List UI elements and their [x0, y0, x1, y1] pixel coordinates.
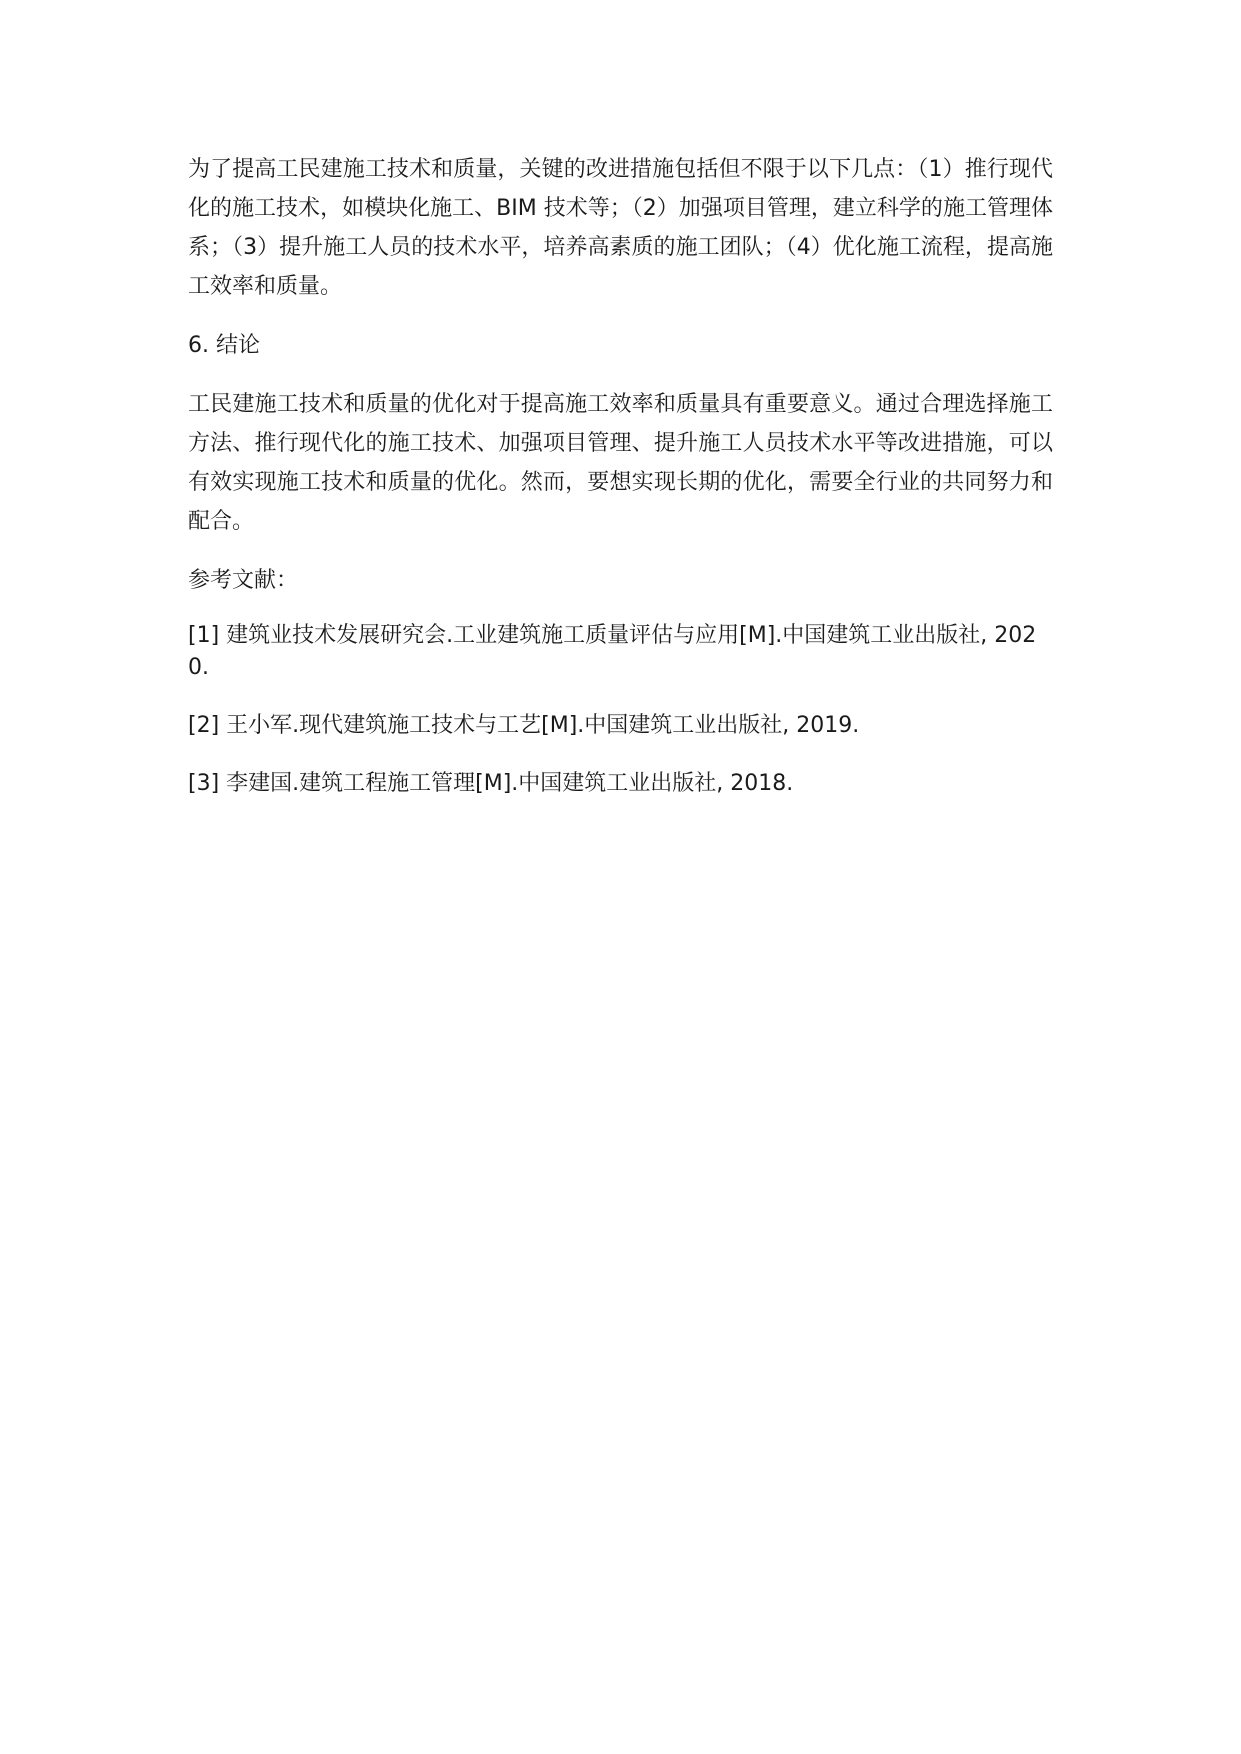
paragraph-improvement-measures: 为了提高工民建施工技术和质量，关键的改进措施包括但不限于以下几点：（1）推行现代化的施工技术，如模块化施工、BIM 技术等；（2）加强项目管理，建立科学的施工管理体系；（3）提升施工人员的技术水平，培养高素质的施工团队；（4）优化施工流程，提高施工效率和质量。 [188, 157, 1054, 299]
paragraph-conclusion: 工民建施工技术和质量的优化对于提高施工效率和质量具有重要意义。通过合理选择施工方法、推行现代化的施工技术、加强项目管理、提升施工人员技术水平等改进措施，可以有效实现施工技术和质量的优化。然而，要想实现长期的优化，需要全行业的共同努力和配合。 [188, 392, 1053, 534]
reference-item: [1] 建筑业技术发展研究会.工业建筑施工质量评估与应用[M].中国建筑工业出版社, 2020. [188, 623, 1037, 680]
references-heading: 参考文献： [188, 568, 299, 593]
reference-item: [3] 李建国.建筑工程施工管理[M].中国建筑工业出版社, 2018. [188, 771, 794, 796]
section-heading-conclusion: 6. 结论 [188, 333, 260, 358]
reference-list [188, 620, 1053, 800]
reference-item: [2] 王小军.现代建筑施工技术与工艺[M].中国建筑工业出版社, 2019. [188, 713, 860, 738]
document-content [188, 150, 1053, 826]
